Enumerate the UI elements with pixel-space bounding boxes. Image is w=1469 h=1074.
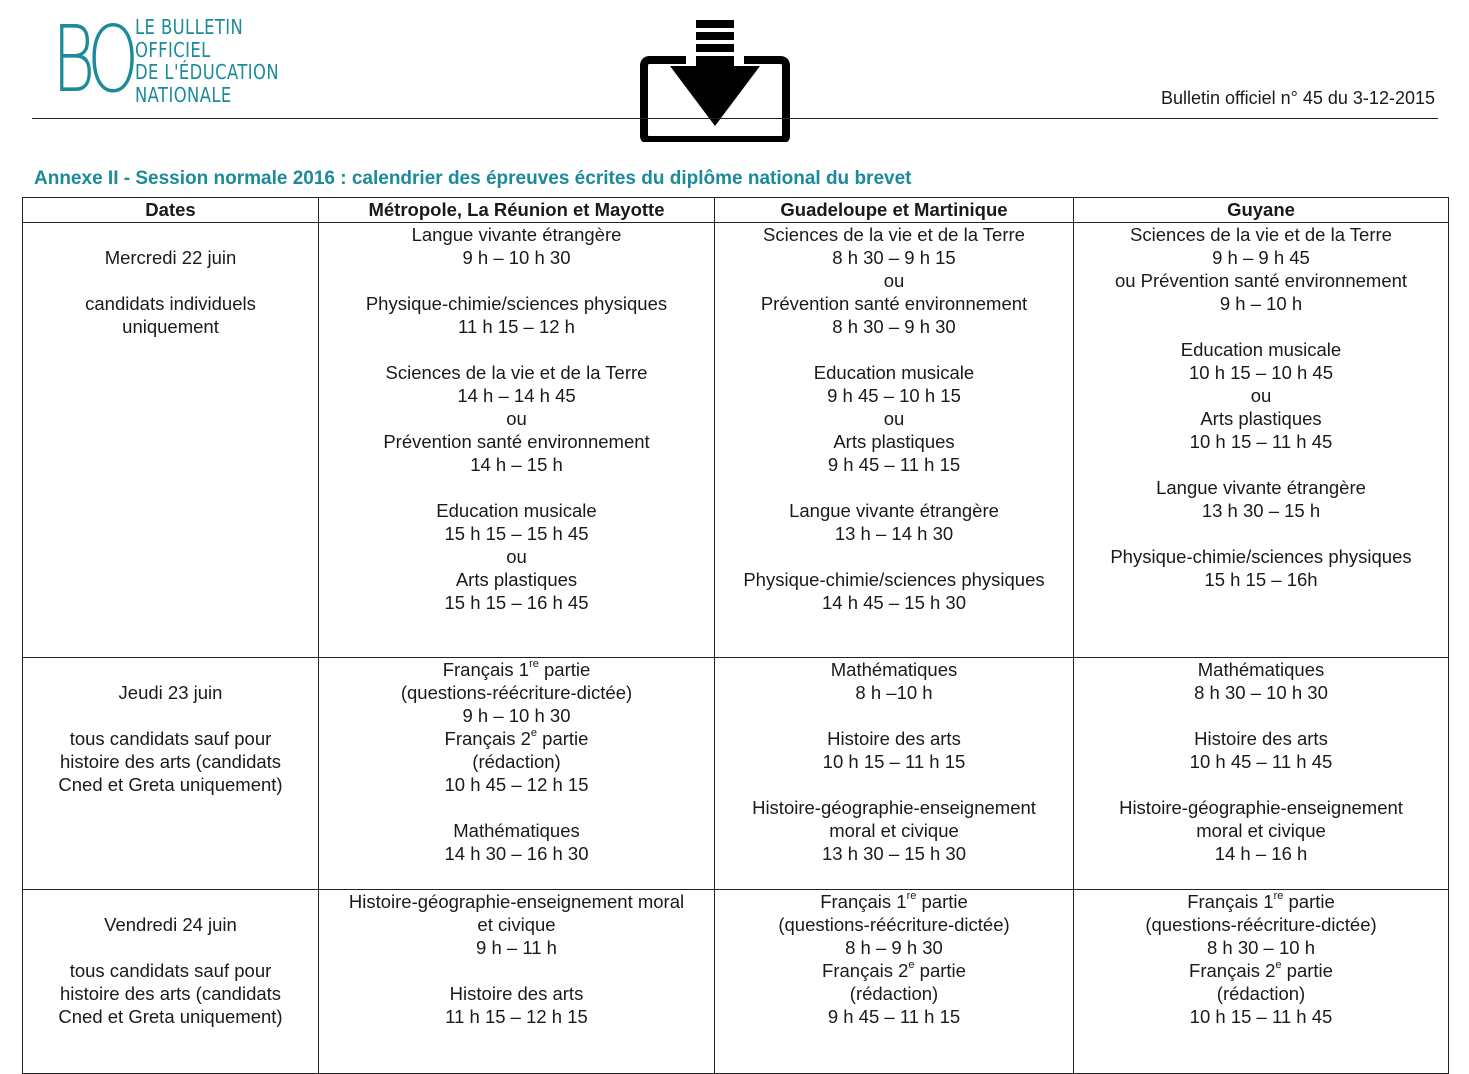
exam-subject: Histoire-géographie-enseignement: [1119, 797, 1403, 818]
exam-schedule-table: [22, 197, 1449, 1074]
exam-subject: Histoire des arts: [1194, 728, 1328, 749]
exam-time: 10 h 15 – 11 h 45: [1189, 431, 1333, 452]
exam-subject: Histoire-géographie-enseignement: [752, 797, 1036, 818]
exam-time: 10 h 15 – 11 h 45: [1189, 1006, 1333, 1027]
logo-line: NATIONALE: [135, 82, 232, 107]
cell-guyane: [1074, 890, 1449, 1074]
exam-time: 13 h 30 – 15 h 30: [821, 843, 967, 864]
date-note: Cned et Greta uniquement): [58, 774, 283, 795]
logo-mark: BO: [52, 6, 132, 113]
logo-line: DE L'ÉDUCATION: [135, 60, 280, 84]
exam-time: 9 h – 10 h 30: [462, 247, 571, 268]
exam-time: 15 h 15 – 16 h 45: [444, 592, 589, 613]
date-note: histoire des arts (candidats: [59, 983, 282, 1004]
exam-time: 9 h – 11 h: [476, 937, 557, 958]
exam-time: 11 h 15 – 12 h 15: [445, 1006, 588, 1027]
table-header-row: [23, 198, 1449, 223]
exam-subject: Histoire-géographie-enseignement moral: [348, 891, 685, 912]
exam-time: 8 h 30 – 9 h 30: [832, 316, 956, 337]
exam-time: 13 h – 14 h 30: [834, 523, 954, 544]
header-guadeloupe: Guadeloupe et Martinique: [715, 198, 1074, 223]
exam-time: 10 h 15 – 10 h 45: [1188, 362, 1334, 383]
exam-detail: (questions-réécriture-dictée): [400, 682, 633, 703]
exam-subject: Education musicale: [1180, 339, 1342, 360]
cell-guadeloupe: [715, 658, 1074, 890]
header-metropole: Métropole, La Réunion et Mayotte: [319, 198, 715, 223]
table-row: [23, 223, 1449, 658]
exam-time: 14 h – 16 h: [1214, 843, 1308, 864]
date-label: Mercredi 22 juin: [104, 247, 237, 268]
exam-time: 9 h 45 – 11 h 15: [827, 1006, 961, 1027]
exam-detail: (rédaction): [472, 751, 561, 772]
exam-subject: Arts plastiques: [455, 569, 578, 590]
exam-time: 13 h 30 – 15 h: [1201, 500, 1321, 521]
exam-detail: (rédaction): [849, 983, 939, 1004]
exam-subject: Mathématiques: [453, 820, 580, 841]
exam-subject: Arts plastiques: [1200, 408, 1322, 429]
date-cell: [23, 890, 319, 1074]
date-cell: [23, 658, 319, 890]
annex-title: Annexe II - Session normale 2016 : calendrier des épreuves écrites du diplôme national du brevet: [34, 168, 912, 189]
exam-time: 14 h 45 – 15 h 30: [821, 592, 967, 613]
header-guyane: Guyane: [1074, 198, 1449, 223]
exam-subject: Physique-chimie/sciences physiques: [365, 293, 668, 314]
cell-metropole: [319, 658, 715, 890]
exam-time: 10 h 45 – 12 h 15: [444, 774, 589, 795]
header-dates: Dates: [23, 198, 319, 223]
logo-line: OFFICIEL: [135, 37, 211, 62]
date-note: Cned et Greta uniquement): [58, 1006, 283, 1027]
date-label: Vendredi 24 juin: [104, 914, 237, 935]
exam-subject: Mathématiques: [830, 659, 958, 680]
header-divider: [32, 118, 1438, 119]
date-note: uniquement: [122, 316, 219, 337]
exam-or: ou: [506, 546, 527, 567]
exam-subject: Histoire des arts: [449, 983, 584, 1004]
exam-time: 15 h 15 – 15 h 45: [444, 523, 589, 544]
date-note: histoire des arts (candidats: [59, 751, 282, 772]
exam-subject: Français 2e partie: [444, 726, 589, 749]
exam-subject: Langue vivante étrangère: [789, 500, 999, 521]
exam-time: 10 h 15 – 11 h 15: [822, 751, 966, 772]
date-note: tous candidats sauf pour: [69, 960, 272, 981]
exam-subject: Arts plastiques: [833, 431, 955, 452]
exam-subject: Français 2e partie: [822, 958, 966, 981]
exam-subject: Français 1re partie: [820, 889, 968, 912]
logo-line: LE BULLETIN: [135, 15, 244, 39]
date-note: candidats individuels: [85, 293, 256, 314]
exam-time: 9 h 45 – 11 h 15: [827, 454, 961, 475]
exam-subject: Histoire des arts: [827, 728, 961, 749]
table-row: [23, 890, 1449, 1074]
bulletin-reference: Bulletin officiel n° 45 du 3-12-2015: [1160, 88, 1435, 108]
bo-logo: [52, 6, 311, 113]
exam-time: 9 h – 9 h 45: [1212, 247, 1310, 268]
exam-time: 10 h 45 – 11 h 45: [1189, 751, 1333, 772]
exam-subject: Sciences de la vie et de la Terre: [1130, 224, 1392, 245]
exam-time: 8 h 30 – 10 h 30: [1194, 682, 1328, 703]
exam-subject: Prévention santé environnement: [760, 293, 1028, 314]
cell-guadeloupe: [715, 890, 1074, 1074]
exam-subject: Sciences de la vie et de la Terre: [763, 224, 1025, 245]
exam-time: 14 h – 15 h: [470, 454, 563, 475]
date-label: Jeudi 23 juin: [118, 682, 223, 703]
cell-metropole: [319, 890, 715, 1074]
exam-subject: Physique-chimie/sciences physiques: [1110, 546, 1412, 567]
exam-subject: Français 1re partie: [442, 657, 591, 680]
exam-subject: Education musicale: [436, 500, 597, 521]
exam-time: 8 h 30 – 10 h: [1206, 937, 1315, 958]
exam-subject: moral et civique: [829, 820, 959, 841]
logo-text: [135, 16, 279, 106]
exam-subject: Langue vivante étrangère: [411, 224, 622, 245]
exam-or: ou: [883, 408, 905, 429]
cell-guadeloupe: [715, 223, 1074, 658]
cell-metropole: [319, 223, 715, 658]
exam-or: ou: [1250, 385, 1272, 406]
exam-detail: (questions-réécriture-dictée): [1145, 914, 1377, 935]
exam-time: 9 h – 10 h: [1219, 293, 1303, 314]
exam-subject: Français 1re partie: [1187, 889, 1335, 912]
exam-subject: ou Prévention santé environnement: [1114, 270, 1408, 291]
exam-subject: Prévention santé environnement: [383, 431, 650, 452]
download-tray-icon[interactable]: [640, 18, 790, 142]
exam-time: 14 h – 14 h 45: [457, 385, 576, 406]
date-note: tous candidats sauf pour: [69, 728, 272, 749]
exam-time: 8 h – 9 h 30: [845, 937, 943, 958]
exam-detail: (questions-réécriture-dictée): [778, 914, 1010, 935]
exam-subject: et civique: [477, 914, 556, 935]
exam-detail: (rédaction): [1216, 983, 1306, 1004]
cell-guyane: [1074, 223, 1449, 658]
exam-subject: Education musicale: [813, 362, 975, 383]
table-row: [23, 658, 1449, 890]
exam-subject: Français 2e partie: [1189, 958, 1333, 981]
exam-time: 15 h 15 – 16h: [1204, 569, 1318, 590]
exam-or: ou: [506, 408, 527, 429]
exam-time: 11 h 15 – 12 h: [458, 316, 575, 337]
exam-subject: Sciences de la vie et de la Terre: [385, 362, 648, 383]
exam-subject: moral et civique: [1196, 820, 1326, 841]
exam-subject: Physique-chimie/sciences physiques: [743, 569, 1045, 590]
exam-subject: Langue vivante étrangère: [1156, 477, 1366, 498]
exam-time: 9 h – 10 h 30: [462, 705, 571, 726]
exam-subject: Mathématiques: [1197, 659, 1325, 680]
exam-or: ou: [883, 270, 905, 291]
exam-time: 9 h 45 – 10 h 15: [827, 385, 961, 406]
exam-time: 14 h 30 – 16 h 30: [444, 843, 589, 864]
cell-guyane: [1074, 658, 1449, 890]
date-cell: [23, 223, 319, 658]
exam-time: 8 h 30 – 9 h 15: [832, 247, 956, 268]
exam-time: 8 h –10 h: [855, 682, 933, 703]
